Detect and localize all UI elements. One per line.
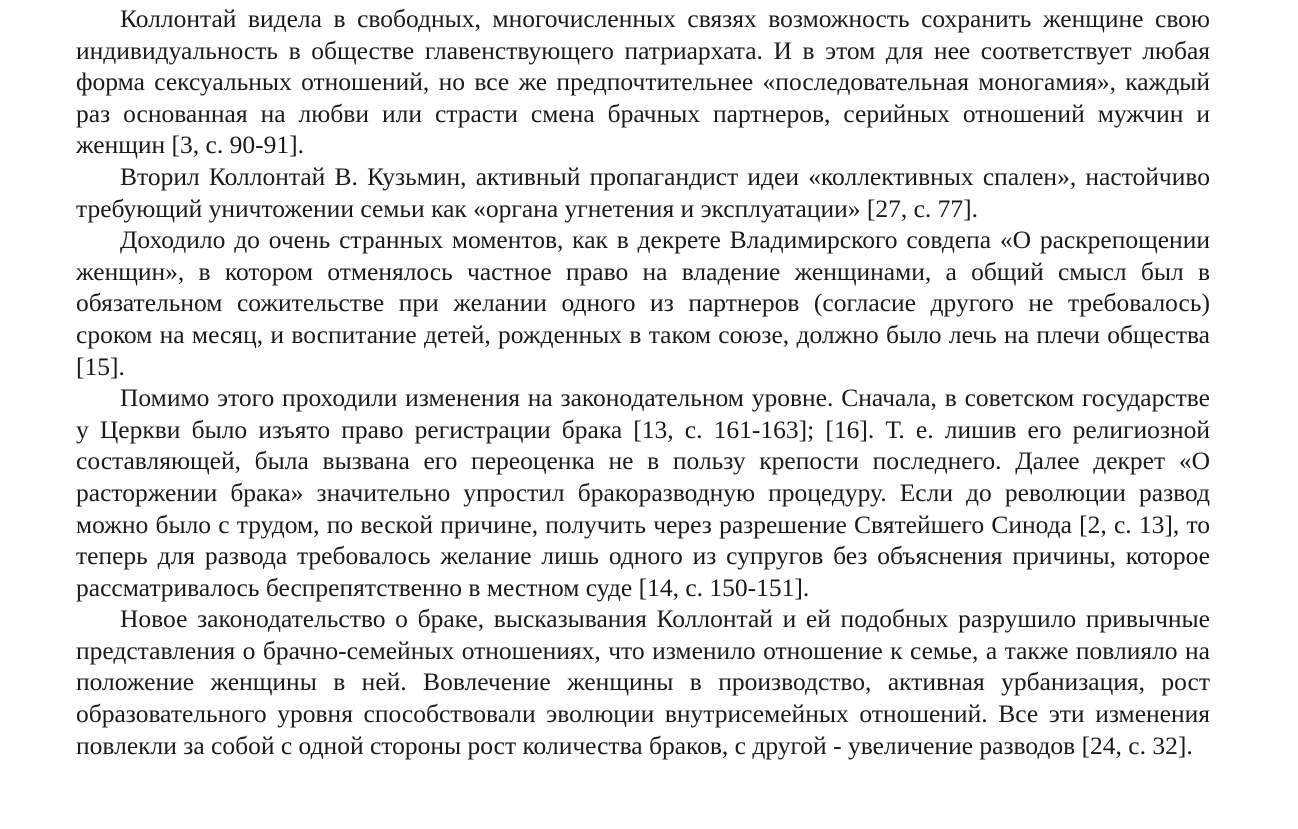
paragraph-kuzmin: Вторил Коллонтай В. Кузьмин, активный пропагандист идеи «коллективных спален», настойчиво требующий уничтожении семьи как «органа угнетения и эксплуатации» [27, с. 77].: [76, 161, 1210, 223]
paragraph-kollontai-relations: Коллонтай видела в свободных, многочисленных связях возможность сохранить женщине свою индивидуальность в обществе главенствующего патриархата. И в этом для нее соответствует любая форма сексуальных отношений, но все же предпочтительнее «последовательная моногамия», каждый раз основанная на любви или страсти смена брачных партнеров, серийных отношений мужчин и женщин [3, с. 90-91].: [76, 4, 1210, 160]
document-page: [76, 3, 1210, 761]
paragraph-legislation-changes: Помимо этого проходили изменения на законодательном уровне. Сначала, в советском государстве у Церкви было изъято право регистрации брака [13, с. 161-163]; [16]. Т. е. лишив его религиозной составляющей, была вызвана его переоценка не в пользу крепости последнего. Далее декрет «О расторжении брака» значительно упростил бракоразводную процедуру. Если до революции развод можно было с трудом, по веской причине, получить через разрешение Святейшего Синода [2, с. 13], то теперь для развода требовалось желание лишь одного из супругов без объяснения причины, которое рассматривалось беспрепятственно в местном суде [14, с. 150-151].: [76, 383, 1210, 602]
paragraph-vladimir-decree: Доходило до очень странных моментов, как в декрете Владимирского совдепа «О раскрепощении женщин», в котором отменялось частное право на владение женщинами, а общий смысл был в обязательном сожительстве при желании одного из партнеров (согласие другого не требовалось) сроком на месяц, и воспитание детей, рожденных в таком союзе, должно было лечь на плечи общества [15].: [76, 225, 1210, 381]
paragraph-new-marriage-law: Новое законодательство о браке, высказывания Коллонтай и ей подобных разрушило привычные представления о брачно-семейных отношениях, что изменило отношение к семье, а также повлияло на положение женщины в ней. Вовлечение женщины в производство, активная урбанизация, рост образовательного уровня способствовали эволюции внутрисемейных отношений. Все эти изменения повлекли за собой с одной стороны рост количества браков, с другой - увеличение разводов [24, с. 32].: [76, 604, 1210, 760]
